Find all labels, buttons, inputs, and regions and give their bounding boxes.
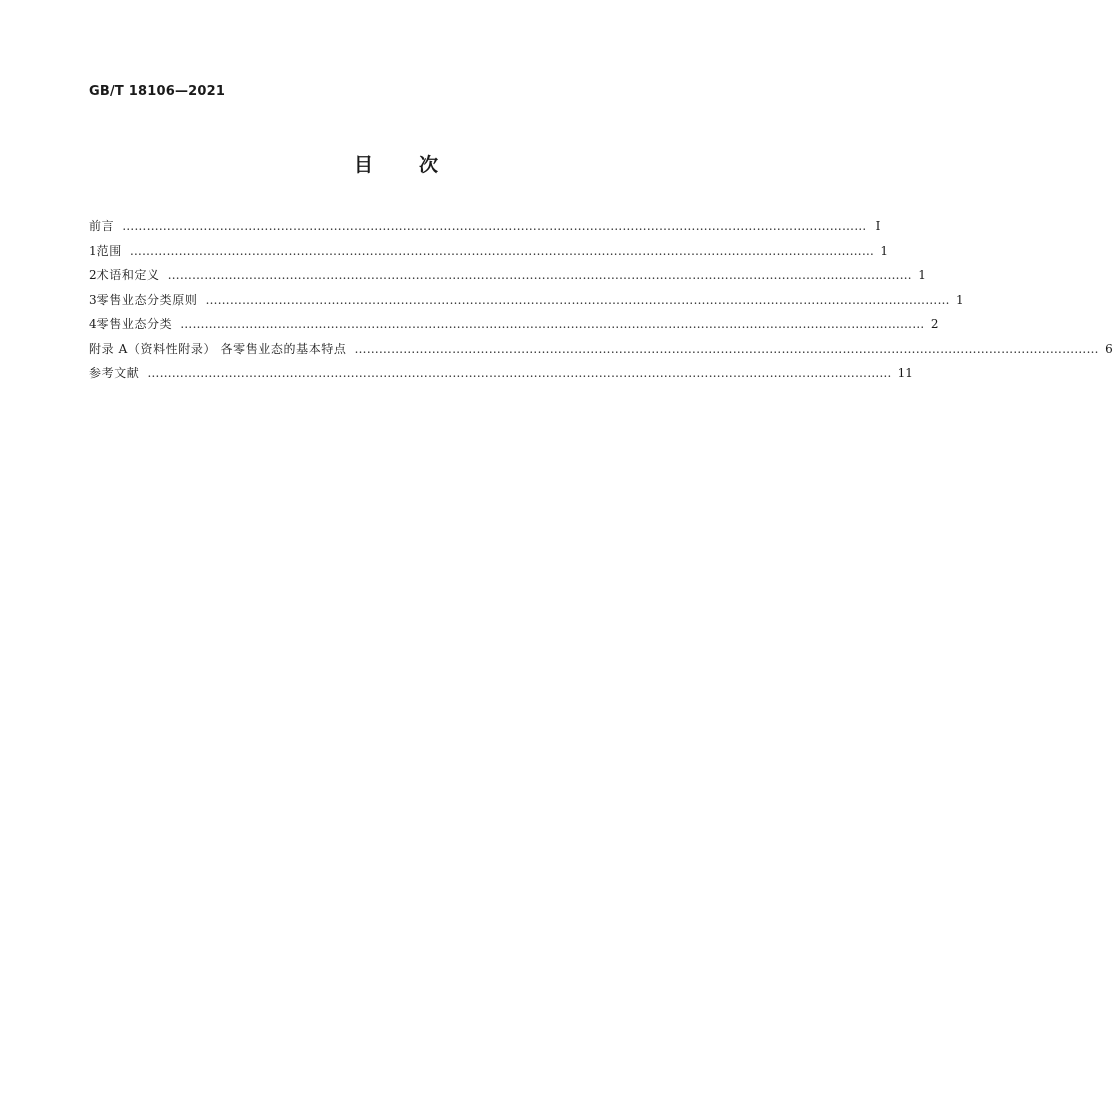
toc-entry-label: 前言 [89, 219, 115, 233]
dot-leader: ………………………………………………………………………………………………………………………………………………………………… [122, 219, 867, 233]
toc-entry-classification[interactable] [89, 315, 939, 340]
dot-leader: ………………………………………………………………………………………………………………………………………………………………… [167, 268, 912, 282]
toc-entry-label: 范围 [96, 243, 122, 258]
toc-entry-label: 附录 A（资料性附录） 各零售业态的基本特点 [89, 341, 347, 356]
toc-entry-page: Ⅰ [875, 219, 881, 233]
title-char-1: 目 [353, 154, 373, 176]
dot-leader: ………………………………………………………………………………………………………………………………………………………………… [354, 341, 1099, 356]
toc-entry-references[interactable] [89, 364, 913, 389]
toc-entry-page: 1 [956, 292, 964, 307]
standard-code: GB/T 18106—2021 [89, 84, 226, 99]
page-title [0, 150, 792, 177]
toc-entry-label: 零售业态分类 [96, 317, 173, 331]
toc-entry-scope[interactable] [89, 242, 889, 267]
toc-entry-page: 1 [880, 243, 889, 258]
toc-entry-page: 1 [918, 268, 926, 282]
toc-entry-principles[interactable] [89, 291, 964, 316]
toc-entry-page: 6 [1105, 341, 1113, 356]
table-of-contents [89, 217, 1113, 389]
toc-entry-page: 11 [897, 366, 913, 380]
toc-entry-label: 参考文献 [89, 366, 140, 380]
toc-entry-foreword[interactable] [89, 217, 881, 242]
toc-entry-label: 术语和定义 [96, 268, 160, 282]
toc-entry-number: 2 [89, 268, 97, 282]
toc-entry-label: 零售业态分类原则 [96, 292, 198, 307]
toc-entry-appendix-a[interactable] [89, 340, 1113, 365]
toc-entry-number: 4 [89, 317, 97, 331]
dot-leader: ………………………………………………………………………………………………………………………………………………………………… [180, 317, 925, 331]
toc-entry-terms[interactable] [89, 266, 926, 291]
dot-leader: ………………………………………………………………………………………………………………………………………………………………… [205, 292, 950, 307]
dot-leader: ………………………………………………………………………………………………………………………………………………………………… [147, 366, 892, 380]
title-char-2: 次 [419, 154, 439, 176]
toc-entry-page: 2 [930, 317, 939, 331]
dot-leader: ………………………………………………………………………………………………………………………………………………………………… [129, 243, 875, 258]
toc-entry-number: 1 [89, 243, 97, 258]
toc-entry-number: 3 [89, 292, 97, 307]
